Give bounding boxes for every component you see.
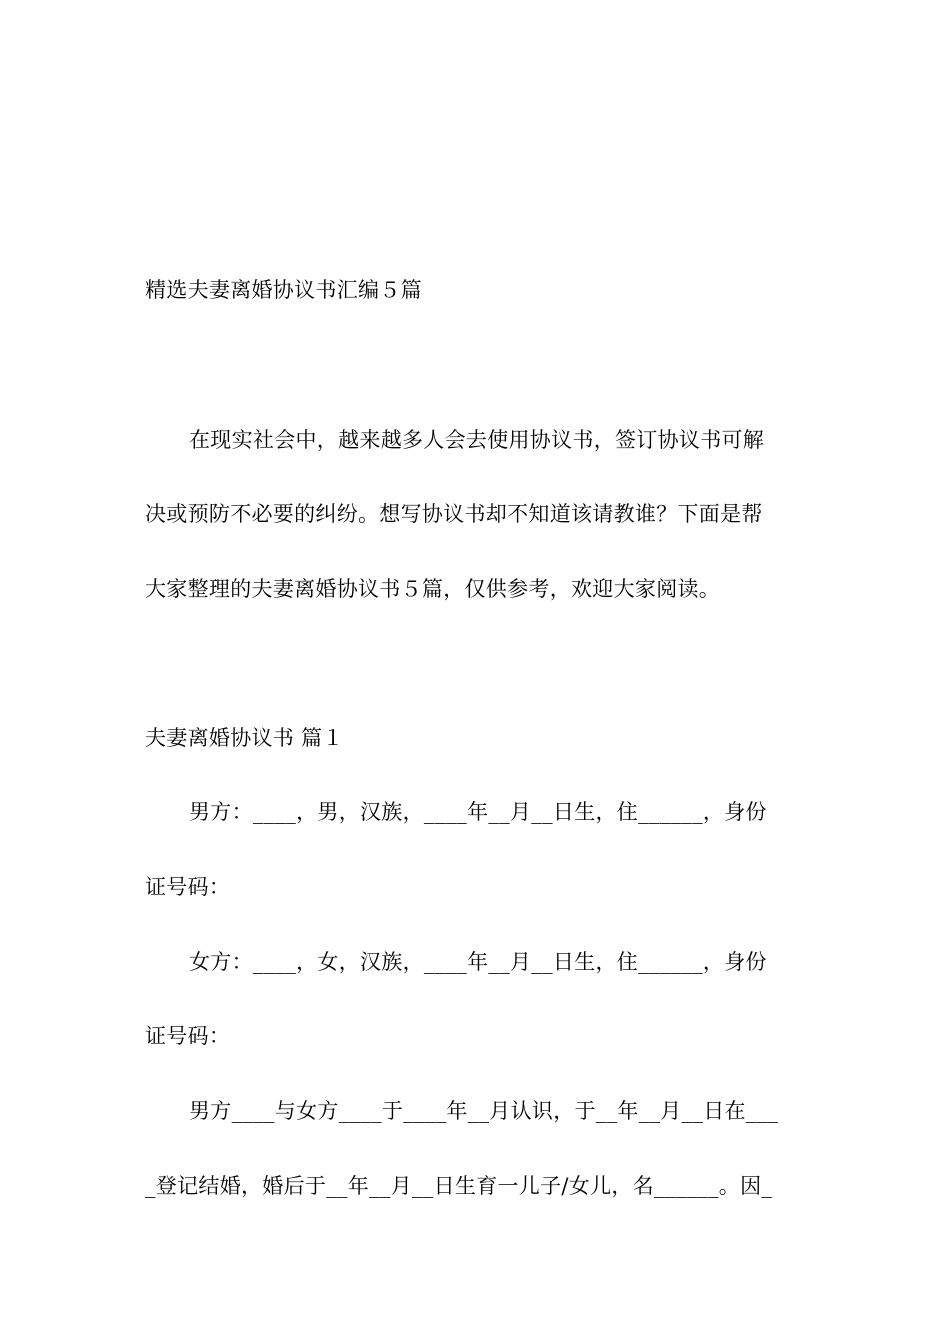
paragraph-line: 证号码： (145, 1024, 231, 1048)
paragraph-line: 男方：____，男，汉族，____年__月__日生，住______，身份 (189, 800, 767, 824)
intro-line-2: 决或预防不必要的纠纷。想写协议书却不知道该请教谁？下面是帮 (145, 502, 763, 526)
section-heading: 夫妻离婚协议书 篇１ (145, 726, 344, 750)
paragraph-line: 证号码： (145, 875, 231, 899)
paragraph-line: _登记结婚，婚后于__年__月__日生育一儿子/女儿，名______。因_ (145, 1174, 773, 1198)
paragraph-line: 女方：____，女，汉族，____年__月__日生，住______，身份 (189, 950, 767, 974)
paragraph-line: 男方____与女方____于____年__月认识，于__年__月__日在___ (189, 1099, 779, 1123)
document-title: 精选夫妻离婚协议书汇编５篇 (145, 278, 422, 302)
intro-line-3: 大家整理的夫妻离婚协议书５篇，仅供参考，欢迎大家阅读。 (145, 577, 721, 601)
intro-line-1: 在现实社会中，越来越多人会去使用协议书，签订协议书可解 (189, 428, 765, 452)
